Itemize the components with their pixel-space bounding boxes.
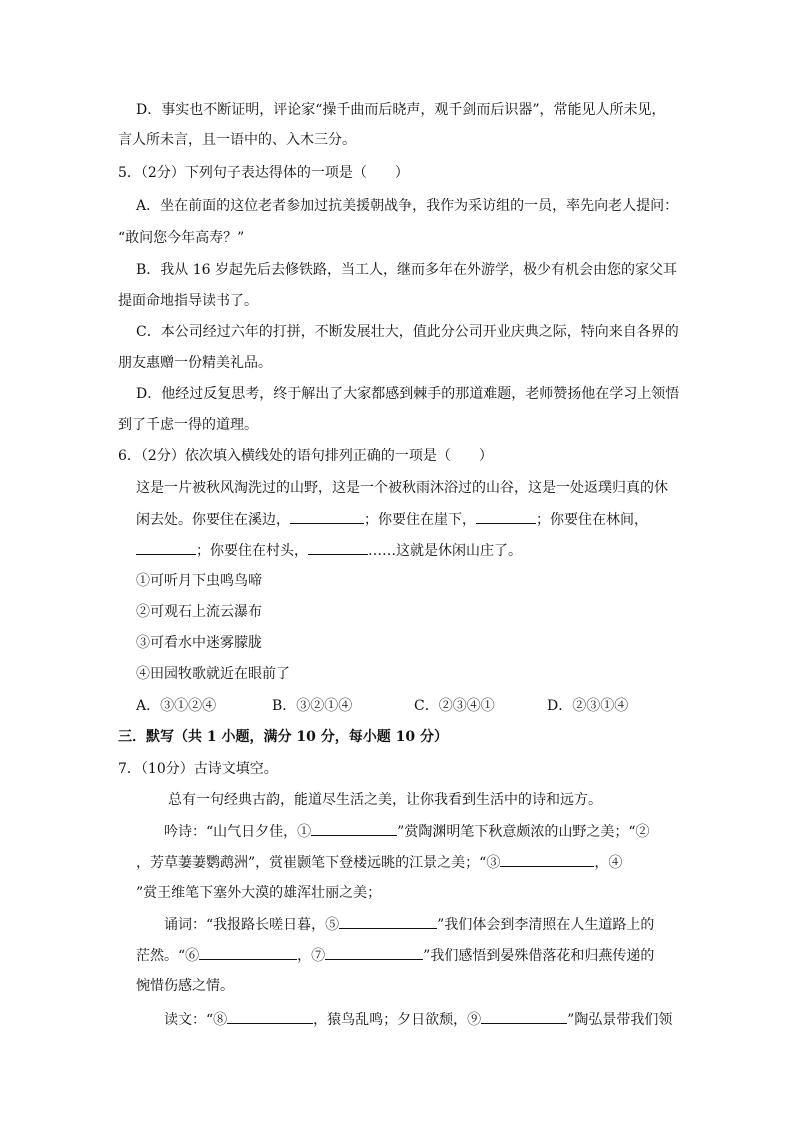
q7-seg: ，④	[594, 855, 623, 871]
answer-blank[interactable]	[481, 1009, 567, 1024]
answer-blank[interactable]	[308, 540, 368, 555]
q6-option-b: B．③②①④	[272, 698, 353, 714]
q7-shi-line2	[136, 852, 622, 873]
q6-sentence-3: ③可看水中迷雾朦胧	[136, 635, 262, 651]
q5-option-b-line1: B．我从 16 岁起先后去修铁路，当工人，继而多年在外游学，极少有机会由您的家父耳	[136, 262, 678, 278]
q6-passage-seg: 闲去处。你要住在溪边，	[136, 512, 290, 528]
q6-passage-seg: ；你要住在林间，	[536, 512, 648, 528]
q7-seg: ，芳草萋萋鹦鹉洲”，赏崔颢笔下登楼远眺的江景之美；“③	[136, 855, 501, 871]
q5-option-d-line1: D．他经过反复思考，终于解出了大家都感到棘手的那道难题，老师赞扬他在学习上领悟	[136, 386, 680, 402]
answer-blank[interactable]	[311, 821, 397, 836]
q7-intro: 总有一句经典古韵，能道尽生活之美，让你我看到生活中的诗和远方。	[168, 792, 602, 808]
q7-shi-line1	[164, 821, 650, 842]
q6-sentence-4: ④田园牧歌就近在眼前了	[136, 666, 290, 682]
answer-blank[interactable]	[199, 945, 297, 960]
q6-stem: 6．（2分）依次填入横线处的语句排列正确的一项是（ ）	[118, 448, 493, 464]
q7-seg: 吟诗：“山气日夕佳，①	[164, 824, 312, 840]
answer-blank[interactable]	[476, 509, 536, 524]
q6-option-a: A．③①②④	[136, 698, 217, 714]
q6-sentence-2: ②可观石上流云瀑布	[136, 604, 262, 620]
q7-seg: ，猿鸟乱鸣；夕日欲颓，⑨	[313, 1012, 482, 1028]
q7-stem: 7．（10分）古诗文填空。	[118, 761, 278, 777]
q7-shi-line3: ”赏王维笔下塞外大漠的雄浑壮丽之美；	[136, 885, 382, 901]
q7-wen-line1	[164, 1009, 672, 1030]
q7-seg: ，⑦	[297, 948, 326, 964]
answer-blank[interactable]	[339, 914, 437, 929]
q5-option-a-line2: “敢问您今年高寿？”	[118, 230, 245, 246]
q7-seg: 诵词：“我报路长嗟日暮，⑤	[164, 917, 340, 933]
q5-option-d-line2: 到了千虑一得的道理。	[118, 417, 258, 433]
q6-passage-line3	[136, 540, 522, 561]
q7-seg: ”赏陶渊明笔下秋意颇浓的山野之美；“②	[397, 824, 650, 840]
q6-passage-line2	[136, 509, 648, 530]
q4-option-d-line1: D．事实也不断证明，评论家“操千曲而后晓声，观千剑而后识器”，常能见人所未见，	[136, 102, 666, 118]
answer-blank[interactable]	[290, 509, 364, 524]
q7-seg: ”陶弘景带我们领	[567, 1012, 673, 1028]
q6-passage-seg: ；你要住在崖下，	[364, 512, 476, 528]
answer-blank[interactable]	[500, 852, 594, 867]
q6-sentence-1: ①可听月下虫鸣鸟啼	[136, 573, 262, 589]
answer-blank[interactable]	[136, 540, 196, 555]
answer-blank[interactable]	[325, 945, 423, 960]
q7-seg: 茫然。“⑥	[136, 948, 200, 964]
q6-option-c: C．②③④①	[414, 698, 495, 714]
q7-seg: 读文：“⑧	[164, 1012, 228, 1028]
q6-option-d: D．②③①④	[547, 698, 629, 714]
q7-ci-line3: 惋惜伤感之情。	[136, 978, 234, 994]
q4-option-d-line2: 言人所未言，且一语中的、入木三分。	[118, 132, 356, 148]
q7-ci-line2	[136, 945, 654, 966]
q5-option-a-line1: A．坐在前面的这位老者参加过抗美援朝战争，我作为采访组的一员，率先向老人提问：	[136, 198, 679, 214]
q7-seg: ”我们感悟到晏殊借落花和归燕传递的	[423, 948, 655, 964]
q7-ci-line1	[164, 914, 654, 935]
q6-passage-seg: ；你要住在村头，	[196, 543, 308, 559]
answer-blank[interactable]	[227, 1009, 313, 1024]
section-title: 三．默写（共 1 小题，满分 10 分，每小题 10 分）	[118, 729, 448, 745]
q5-option-b-line2: 提面命地指导读书了。	[118, 293, 258, 309]
q5-option-c-line2: 朋友惠赠一份精美礼品。	[118, 355, 272, 371]
q6-passage-seg: ……这就是休闲山庄了。	[368, 543, 522, 559]
q7-seg: ”我们体会到李清照在人生道路上的	[437, 917, 655, 933]
q5-stem: 5．（2分）下列句子表达得体的一项是（ ）	[118, 165, 409, 181]
q6-passage-line1: 这是一片被秋风淘洗过的山野，这是一个被秋雨沐浴过的山谷，这是一处返璞归真的休	[136, 480, 668, 496]
q5-option-c-line1: C．本公司经过六年的打拼，不断发展壮大，值此分公司开业庆典之际，特向来自各界的	[136, 324, 679, 340]
